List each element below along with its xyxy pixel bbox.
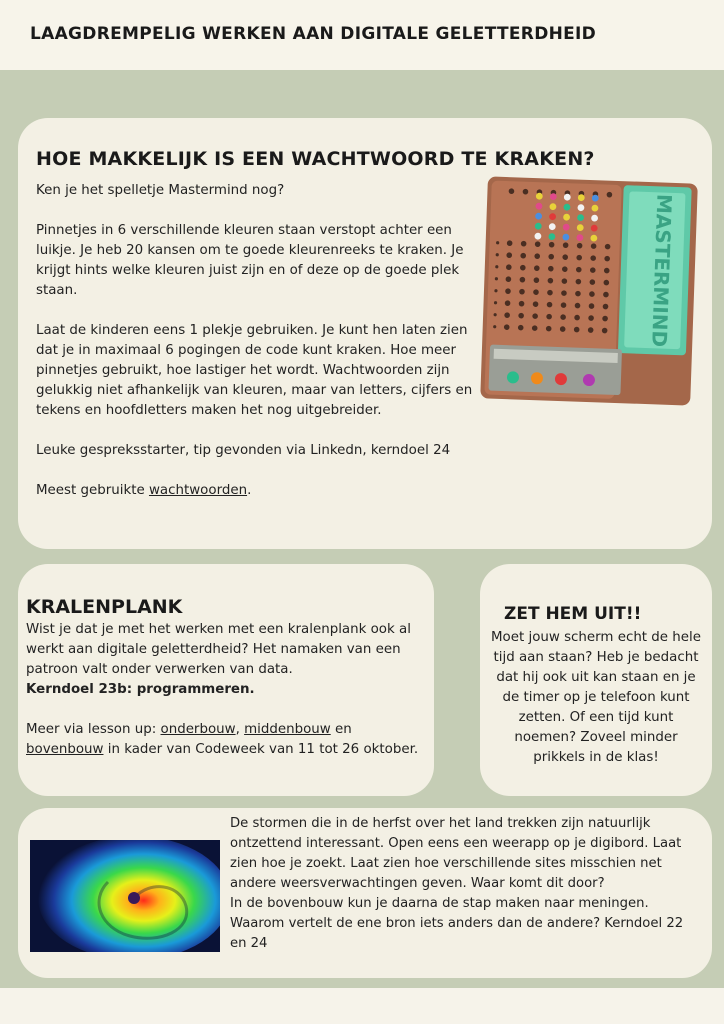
page-title: LAAGDREMPELIG WERKEN AAN DIGITALE GELETTERDHEID [30,24,597,44]
zet-hem-uit-title: ZET HEM UIT!! [504,604,642,624]
password-mastermind-rules: Pinnetjes in 6 verschillende kleuren staan verstopt achter een luikje. Je heb 20 kansen om te goede kleurenreeks te kraken. Je krijgt hints welke kleuren juist zijn en of deze op de goede plek staan. [36,223,464,298]
wachtwoorden-link[interactable]: wachtwoorden [148,483,248,498]
codeweek-text: in kader van Codeweek van 11 tot 26 oktober. [103,742,419,757]
bovenbouw-link[interactable]: bovenbouw [26,742,104,757]
kralenplank-intro: Wist je dat je met het werken met een kralenplank ook al werkt aan digitale geletterdheid? Het namaken van een patroon valt onder verwerken van data. [26,622,411,677]
link-separator: en [330,722,352,737]
lessonup-prefix: Meer via lesson up: [26,722,161,737]
mastermind-board-label: MASTERMIND [647,193,677,348]
password-card-title: HOE MAKKELIJK IS EEN WACHTWOORD TE KRAKEN? [36,148,595,170]
kralenplank-text [26,620,428,760]
password-explanation: Laat de kinderen eens 1 plekje gebruiken. Je kunt hen laten zien dat je in maximaal 6 pogingen de code kunt kraken. Hoe meer pinnetjes gebruikt, hoe lastiger het wordt. Wachtwoorden zijn gelukkig niet afhankelijk van kleuren, maar van letters, cijfers en tekens en hoofdletters maken het nog uitgebreider. [36,323,473,418]
middenbouw-link[interactable]: middenbouw [244,722,331,737]
storm-paragraph-1: De stormen die in de herfst over het land trekken zijn natuurlijk ontzettend interessant. Open eens een weerapp op je digibord. Laat zien hoe je zoekt. Laat zien hoe verschillende sites misschien net andere weersverwachtingen geven. Waar komt dit door? [230,816,682,891]
zet-hem-uit-text: Moet jouw scherm echt de hele tijd aan staan? Heb je bedacht dat hij ook uit kan staan en je de timer op je telefoon kunt zetten. Of een tijd kunt noemen? Zoveel minder prikkels in de klas! [490,630,701,765]
storm-paragraph-2: In de bovenbouw kun je daarna de stap maken naar meningen. Waarom vertelt de ene bron iets anders dan de andere? Kerndoel 22 en 24 [230,896,684,951]
zet-hem-uit-card [480,564,712,796]
storm-text [230,814,700,954]
password-card-text [36,181,481,501]
mastermind-board-image [478,176,700,408]
password-intro: Ken je het spelletje Mastermind nog? [36,183,285,198]
password-card [18,118,712,549]
page-footer [0,988,724,1024]
password-link-suffix: . [247,483,252,498]
storm-card [18,808,712,978]
storm-radar-image [30,840,220,952]
page-header [0,0,724,70]
onderbouw-link[interactable]: onderbouw [160,722,236,737]
link-separator: , [235,722,245,737]
password-link-prefix: Meest gebruikte [36,483,149,498]
password-link-line [36,481,481,501]
kralenplank-links-line [26,720,428,760]
kralenplank-card [18,564,434,796]
password-source: Leuke gespreksstarter, tip gevonden via Linkedn, kerndoel 24 [36,443,451,458]
kralenplank-title: KRALENPLANK [26,596,183,618]
kralenplank-kerndoel: Kerndoel 23b: programmeren. [26,682,255,697]
kralenplank-paragraph [26,620,428,700]
